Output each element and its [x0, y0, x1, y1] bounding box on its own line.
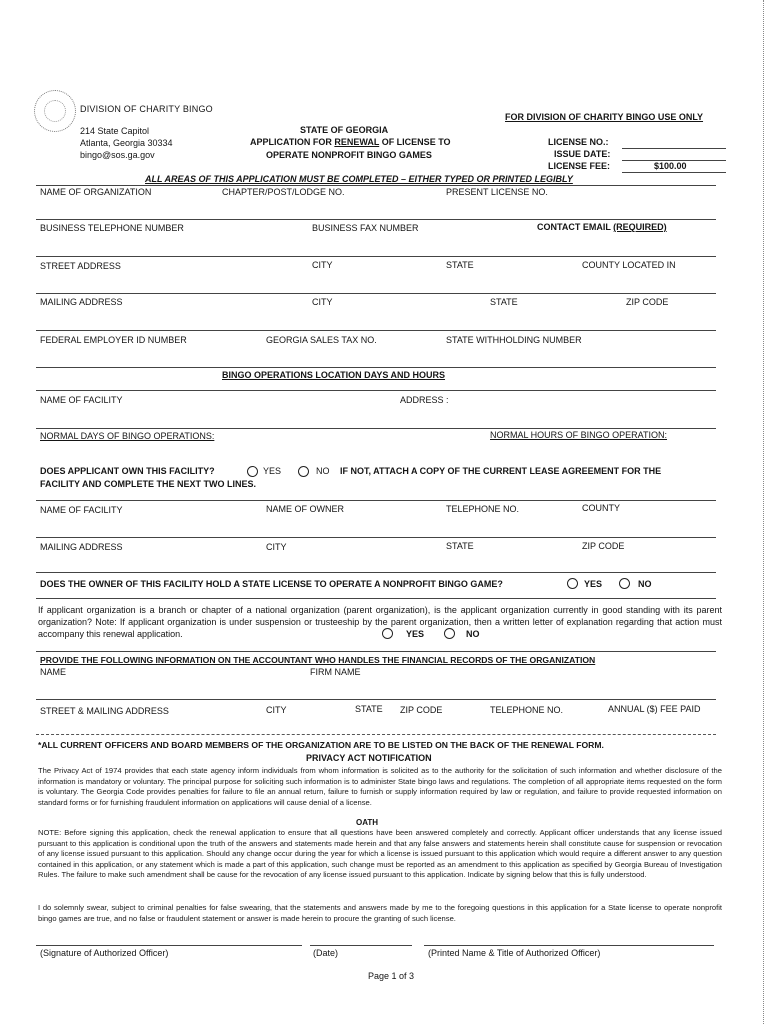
row-divider	[36, 390, 716, 391]
parent-good-standing-yes-radio[interactable]	[382, 628, 393, 639]
street-row-field[interactable]	[36, 293, 716, 294]
chapter-no-label: CHAPTER/POST/LODGE NO.	[222, 187, 345, 197]
printed-name-field[interactable]	[424, 945, 714, 946]
row-divider	[36, 185, 716, 186]
office-use-heading: FOR DIVISION OF CHARITY BINGO USE ONLY	[505, 112, 704, 122]
facility-row-field[interactable]	[36, 428, 716, 429]
owner-name-label: NAME OF OWNER	[266, 504, 344, 514]
facility-name-2-label: NAME OF FACILITY	[40, 505, 123, 515]
privacy-heading: PRIVACY ACT NOTIFICATION	[306, 753, 432, 763]
business-phone-label: BUSINESS TELEPHONE NUMBER	[40, 223, 184, 233]
fein-label: FEDERAL EMPLOYER ID NUMBER	[40, 335, 187, 345]
parent-no-label: NO	[466, 629, 480, 639]
mailing-state-label: STATE	[490, 297, 518, 307]
oath-heading: OATH	[356, 818, 379, 827]
own-facility-yes-label: YES	[263, 466, 282, 476]
lease-instruction: IF NOT, ATTACH A COPY OF THE CURRENT LEASE AGREEMENT FOR THE	[340, 466, 662, 476]
owner-telephone-label: TELEPHONE NO.	[446, 504, 520, 514]
owner-license-no-label: NO	[638, 579, 652, 589]
present-license-label: PRESENT LICENSE NO.	[446, 187, 548, 197]
issue-date-label: ISSUE DATE:	[554, 149, 611, 159]
accountant-telephone-label: TELEPHONE NO.	[490, 705, 564, 715]
mailing-row-field[interactable]	[36, 330, 716, 331]
parent-yes-label: YES	[406, 629, 425, 639]
form-state-title: STATE OF GEORGIA	[300, 125, 389, 135]
withholding-label: STATE WITHHOLDING NUMBER	[446, 335, 582, 345]
license-fee-amount: $100.00	[654, 161, 687, 171]
business-fax-label: BUSINESS FAX NUMBER	[312, 223, 419, 233]
address-line-2: Atlanta, Georgia 30334	[80, 138, 173, 148]
state-seal-icon	[34, 90, 76, 132]
own-facility-no-label: NO	[316, 466, 330, 476]
address-line-1: 214 State Capitol	[80, 126, 150, 136]
org-name-field[interactable]	[36, 219, 716, 220]
accountant-street-label: STREET & MAILING ADDRESS	[40, 706, 169, 716]
sales-tax-label: GEORGIA SALES TAX NO.	[266, 335, 377, 345]
oath-text: NOTE: Before signing this application, check the renewal application to ensure that all questions have been answered completely and correctly. Applicant officer understands that any license issued pursuant to this application is conditional upon the truth of the answers and statements made herein and that any false answers and statements herein shall constitute cause for suspension or revocation of any license issued pursuant to this application. Should any change occur during the year for which a license is issued pursuant to this application which would require a different answer to any question contained in this application, or any statement which is made a part of this application, such change must be reported as an amendment to this application as specified by Georgia Bureau of Investigation Rules. The failure to make such amendment shall be cause for the revocation of any license issued pursuant to this application. Indicate by signing below that this is fully understood.	[38, 828, 722, 880]
county-label: COUNTY LOCATED IN	[582, 260, 676, 270]
form-subtitle: OPERATE NONPROFIT BINGO GAMES	[266, 150, 432, 160]
row-divider	[36, 598, 716, 599]
facility-address-label: ADDRESS :	[400, 395, 449, 405]
contact-email-label: CONTACT EMAIL (REQUIRED)	[537, 222, 667, 232]
city-label: CITY	[312, 260, 333, 270]
division-name: DIVISION OF CHARITY BINGO	[80, 104, 213, 114]
license-fee-label: LICENSE FEE:	[548, 161, 611, 171]
accountant-fee-label: ANNUAL ($) FEE PAID	[608, 704, 701, 714]
officers-note: *ALL CURRENT OFFICERS AND BOARD MEMBERS OF THE ORGANIZATION ARE TO BE LISTED ON THE BACK OF THE RENEWAL FORM.	[38, 740, 604, 750]
mailing-address-label: MAILING ADDRESS	[40, 297, 123, 307]
owner-license-no-radio[interactable]	[619, 578, 630, 589]
accountant-city-label: CITY	[266, 705, 287, 715]
page-edge	[763, 0, 764, 1024]
owner-mailing-row-field[interactable]	[36, 572, 716, 573]
form-title: APPLICATION FOR RENEWAL OF LICENSE TO	[250, 137, 451, 147]
owner-state-label: STATE	[446, 541, 474, 551]
lease-instruction-2: FACILITY AND COMPLETE THE NEXT TWO LINES.	[40, 479, 257, 489]
normal-hours-label: NORMAL HOURS OF BINGO OPERATION:	[490, 430, 668, 440]
accountant-address-field[interactable]	[36, 734, 716, 735]
street-address-label: STREET ADDRESS	[40, 261, 121, 271]
owner-license-yes-radio[interactable]	[567, 578, 578, 589]
privacy-text: The Privacy Act of 1974 provides that each state agency inform individuals from whom information is solicited as to the authority for the solicitation of such information and whether disclosure of the information is mandatory or voluntary. The principal purpose for soliciting such information is to administer State bingo laws and regulations. The completion of all appropriate items requested on the form is voluntary. The Georgia Code provides penalties for failure to file an annual return, failure to furnish or supply information required by law or regulation, and failure to provide requested information on standard forms or for furnishing fraudulent information on applications will cause denial of a license.	[38, 766, 722, 807]
owner-row-field[interactable]	[36, 537, 716, 538]
facility-name-label: NAME OF FACILITY	[40, 395, 123, 405]
owner-mailing-label: MAILING ADDRESS	[40, 542, 123, 552]
own-facility-question: DOES APPLICANT OWN THIS FACILITY?	[40, 466, 215, 476]
row-divider	[36, 651, 716, 652]
location-heading: BINGO OPERATIONS LOCATION DAYS AND HOURS	[222, 370, 446, 380]
state-label: STATE	[446, 260, 474, 270]
firm-name-label: FIRM NAME	[310, 667, 361, 677]
printed-name-label: (Printed Name & Title of Authorized Officer)	[428, 948, 601, 958]
owner-license-yes-label: YES	[584, 579, 603, 589]
tax-row-field[interactable]	[36, 367, 716, 368]
owner-county-label: COUNTY	[582, 503, 620, 513]
parent-org-question: If applicant organization is a branch or chapter of a national organization (parent organization), is the applicant organization currently in good standing with its parent organization? Note: If applicant organization is under suspension or trusteeship by the parent organization, then a written letter of explanation regarding that action must accompany this renewal application.	[38, 605, 722, 639]
own-facility-yes-radio[interactable]	[247, 466, 258, 477]
mailing-city-label: CITY	[312, 297, 333, 307]
license-fee-field	[622, 172, 726, 173]
signature-label: (Signature of Authorized Officer)	[40, 948, 169, 958]
license-no-field[interactable]	[622, 148, 726, 149]
accountant-name-label: NAME	[40, 667, 67, 677]
accountant-heading: PROVIDE THE FOLLOWING INFORMATION ON THE ACCOUNTANT WHO HANDLES THE FINANCIAL RECORDS OF THE ORGANIZATION	[40, 655, 596, 665]
completion-notice: ALL AREAS OF THIS APPLICATION MUST BE COMPLETED – EITHER TYPED OR PRINTED LEGIBLY	[145, 174, 573, 184]
swear-text: I do solemnly swear, subject to criminal penalties for false swearing, that the statements and answers made by me to the foregoing questions in this application for a State license to operate nonprofit bingo games are true, and no false or fraudulent statement or answer is made herein to procure the granting of such license.	[38, 903, 722, 923]
mailing-zip-label: ZIP CODE	[626, 297, 669, 307]
own-facility-no-radio[interactable]	[298, 466, 309, 477]
license-no-label: LICENSE NO.:	[548, 137, 609, 147]
phone-row-field[interactable]	[36, 256, 716, 257]
org-name-label: NAME OF ORGANIZATION	[40, 187, 152, 197]
signature-field[interactable]	[36, 945, 302, 946]
date-field[interactable]	[310, 945, 412, 946]
date-label: (Date)	[313, 948, 339, 958]
owner-zip-label: ZIP CODE	[582, 541, 625, 551]
accountant-name-field[interactable]	[36, 699, 716, 700]
normal-days-label: NORMAL DAYS OF BINGO OPERATIONS:	[40, 431, 215, 441]
parent-good-standing-no-radio[interactable]	[444, 628, 455, 639]
page-number: Page 1 of 3	[368, 971, 415, 981]
owner-license-question: DOES THE OWNER OF THIS FACILITY HOLD A STATE LICENSE TO OPERATE A NONPROFIT BINGO GAME?	[40, 579, 503, 589]
accountant-zip-label: ZIP CODE	[400, 705, 443, 715]
row-divider	[36, 500, 716, 501]
owner-city-label: CITY	[266, 542, 287, 552]
division-email: bingo@sos.ga.gov	[80, 150, 155, 160]
accountant-state-label: STATE	[355, 704, 383, 714]
